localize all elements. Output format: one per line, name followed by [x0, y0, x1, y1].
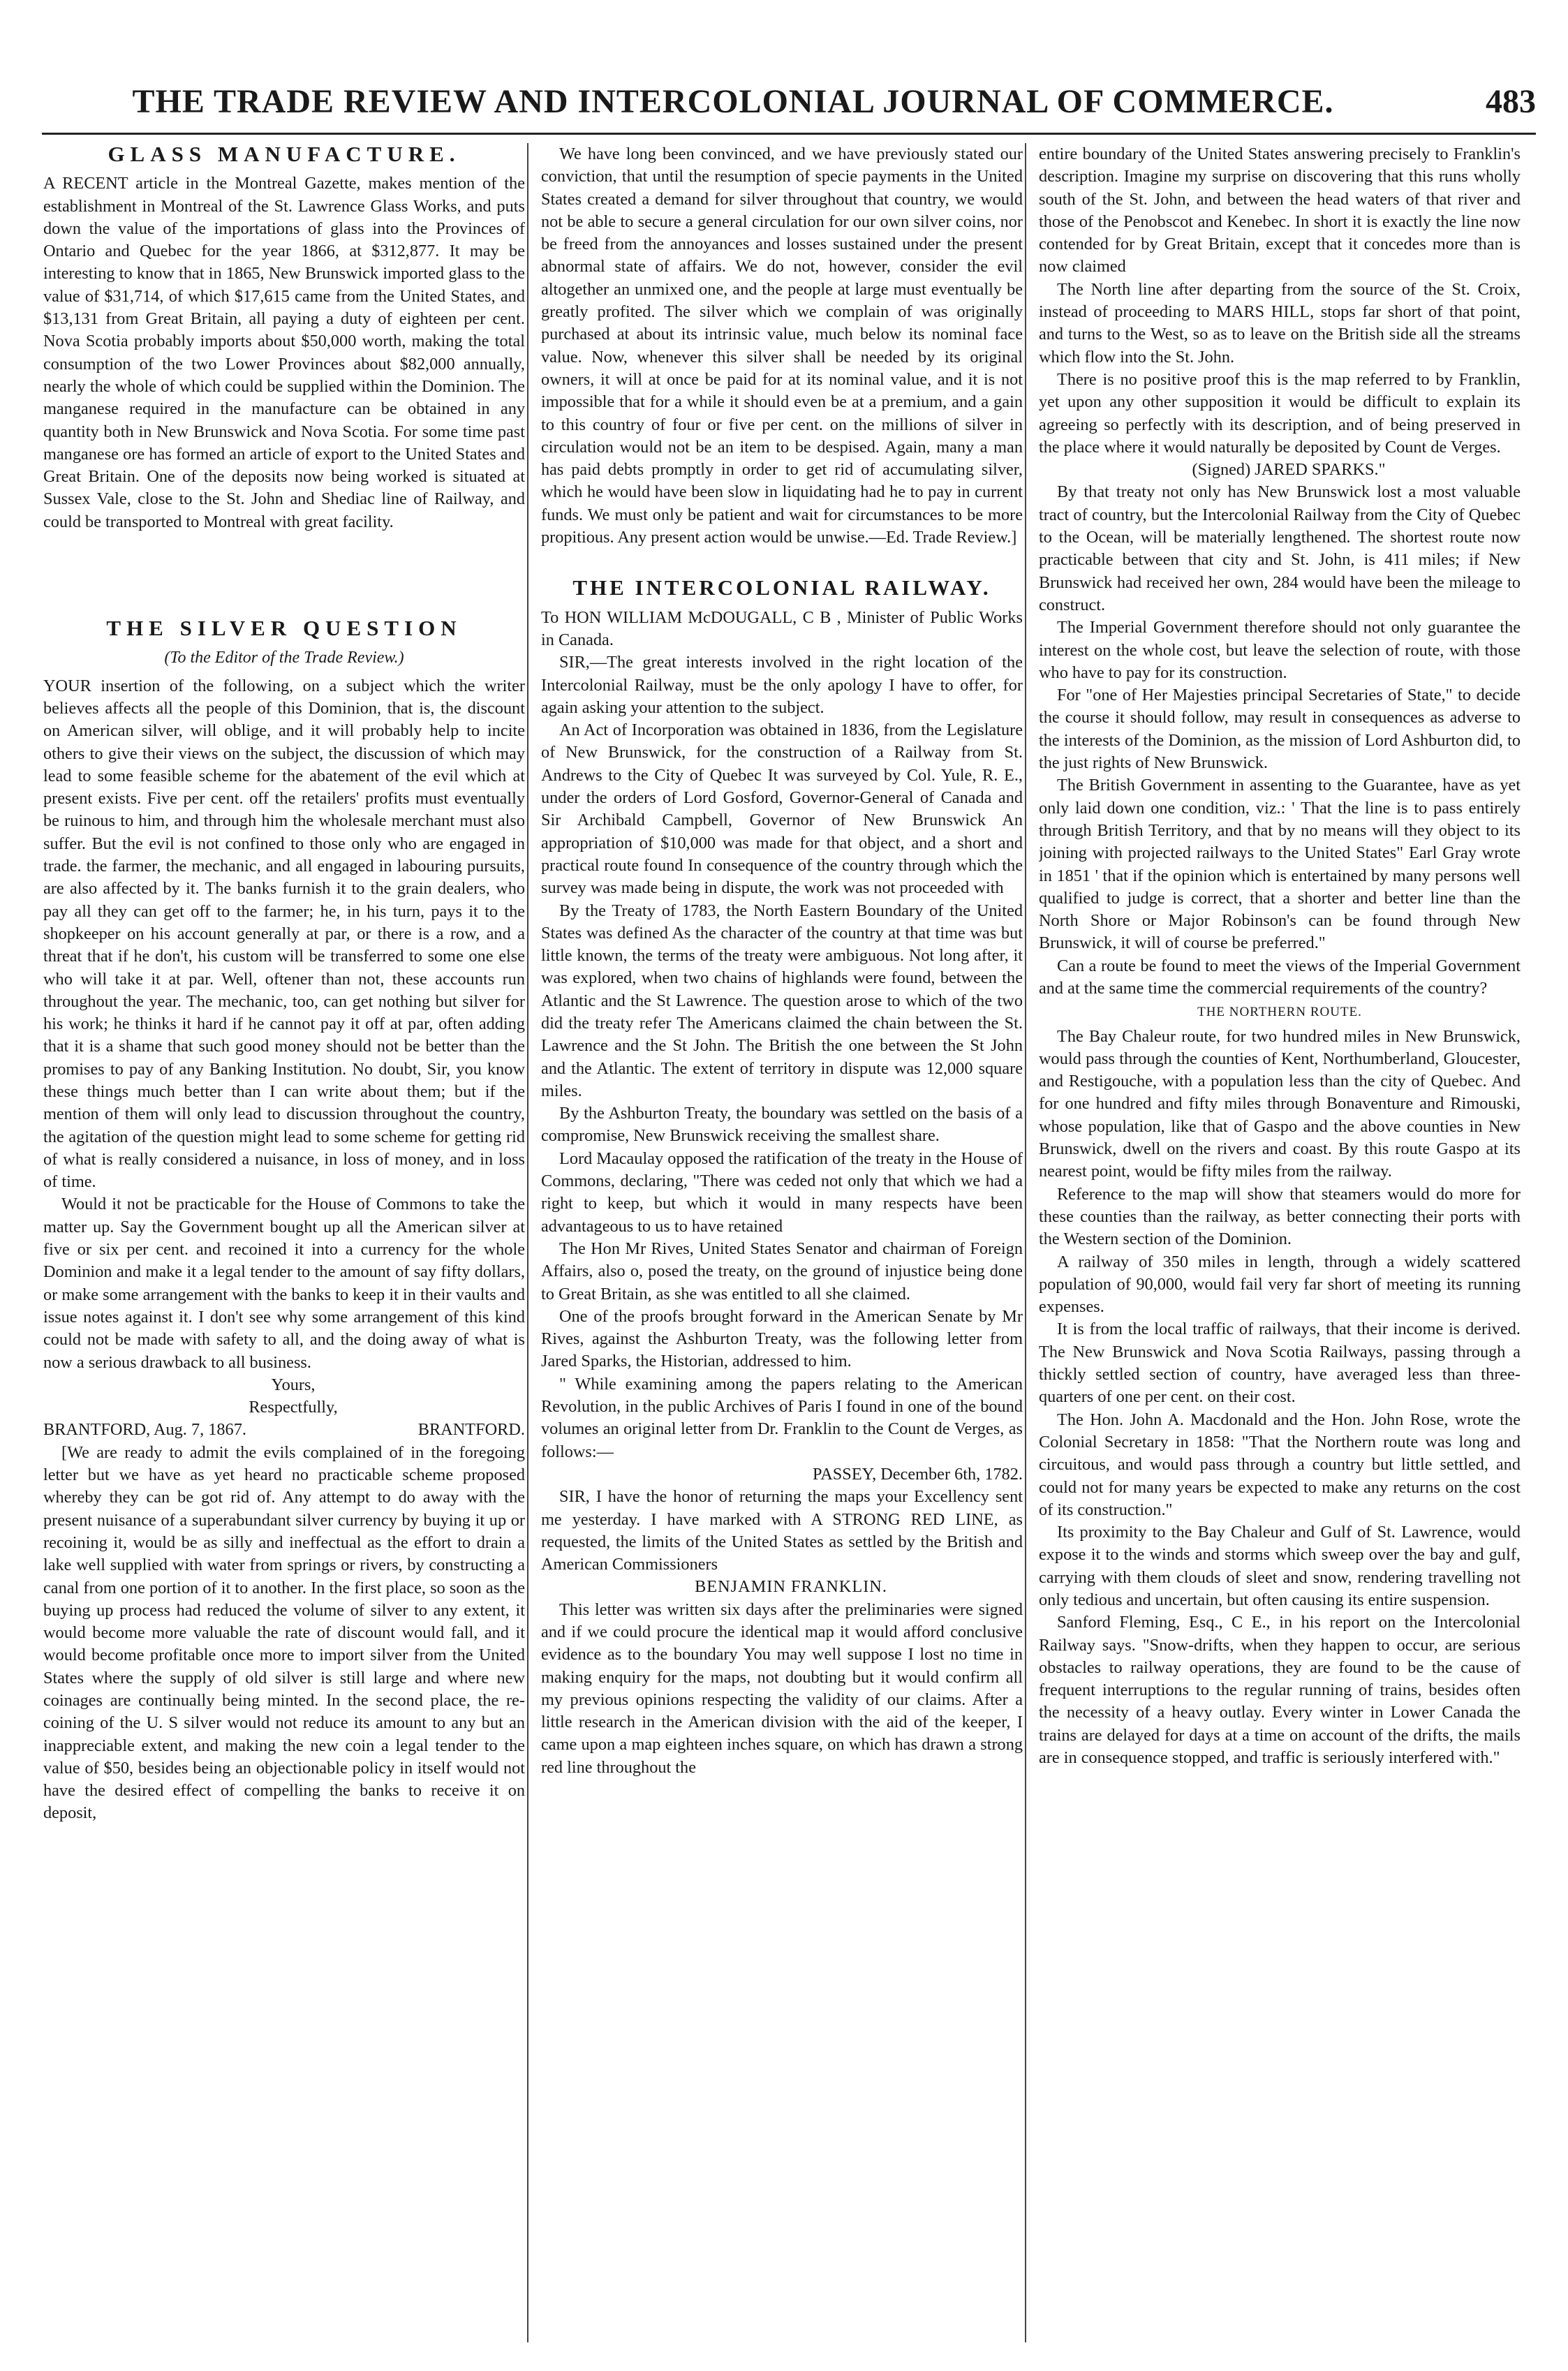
header-rule	[42, 133, 1536, 135]
railway-address: To HON WILLIAM McDOUGALL, C B , Minister of Public Works in Canada.	[541, 607, 1023, 649]
col3-paragraph-8: Can a route be found to meet the views of the Imperial Government and at the same time the commercial requirements of the country?	[1039, 956, 1521, 998]
col3-paragraph-7: The British Government in assenting to the Guarantee, have as yet only laid down one condition, viz.: ' That the line is to pass entirely through British Territory, and that by no means will they object to its joining with projected railways to the United States" Earl Gray wrote in 1851 ' that if the opinion which is entertained by many persons well qualified to judge is correct, that a shorter and better line than the North Shore or Major Robinson's can be found through New Brunswick, it will of course be preferred."	[1039, 776, 1521, 953]
column-rule-2	[1025, 143, 1026, 2342]
col3-paragraph-12: It is from the local traffic of railways, that their income is derived. The New Brunswick and Nova Scotia Railways, passing through a thickly settled section of country, have averaged less than three-quarters of one per cent. on their cost.	[1039, 1320, 1521, 1407]
franklin-signature: BENJAMIN FRANKLIN.	[695, 1577, 887, 1597]
col3-paragraph-9: The Bay Chaleur route, for two hundred miles in New Brunswick, would pass through the counties of Kent, Northumberland, Gloucester, and Restigouche, with a population less than the city of Quebec. And for one hundred and fifty miles through Bonaventure and Rimouski, whose population, like that of Gaspo and the above counties in New Brunswick, dwell on the rivers and coast. By this route Gaspo at its nearest point, would be fifty miles from the railway.	[1039, 1026, 1521, 1181]
col3-paragraph-1: entire boundary of the United States answering precisely to Franklin's description. Imagine my surprise on discovering that this runs wholly south of the St. John, and between the head waters of that river and those of the Penobscot and Kenebec. In short it is exactly the line now contended for by Great Britain, except that it concedes more than is now claimed	[1039, 145, 1521, 276]
railway-paragraph-9: This letter was written six days after the preliminaries were signed and if we could procure the identical map it would afford conclusive evidence as to the boundary You may well suppose I lost no time in making enquiry for the maps, not doubting but it would confirm all my previous opinions respecting the validity of our claims. After a little research in the American division with the aid of the keeper, I came upon a map eighteen inches square, on which has drawn a strong red line throughout the	[541, 1600, 1023, 1777]
railway-paragraph-4: By the Ashburton Treaty, the boundary was settled on the basis of a compromise, New Brunswick receiving the smallest share.	[541, 1104, 1023, 1146]
sparks-signature: (Signed) JARED SPARKS."	[1192, 460, 1386, 480]
running-head	[42, 70, 1536, 126]
silver-paragraph-1: YOUR insertion of the following, on a subject which the writer believes affects all the people of this Dominion, that is, the discount on American silver, will oblige, and it will probably help to incite others to give their views on the subject, the discussion of which may lead to some feasible scheme for the abatement of the evil which at present exists. Five per cent. off the retailers' profits must eventually be ruinous to him, and through him the wholesale merchant must also suffer. But the evil is not confined to those only who are engaged in trade. the farmer, the mechanic, and all engaged in labouring pursuits, are also affected by it. The banks furnish it to the grain dealers, who pay all they can get off to the farmer; he, in his turn, pays it to the shopkeeper on his account generally at par, or there is a row, and a threat that if he don't, his custom will be transferred to some one else who will take it at par. Well, oftener than not, these accounts run throughout the year. The mechanic, too, can get nothing but silver for his work; he thinks it hard if he cannot pay it off at par, often adding that it is a shame that such good money should not be better than the promises to pay of any Banking Institution. No doubt, Sir, you know these things much better than I can write about them; but if the mention of them will only lead to discussion throughout the country, the agitation of the question might lead to some scheme for getting rid of what is really considered a nuisance, in loss of money, and in loss of time.	[43, 676, 525, 1192]
col3-paragraph-11: A railway of 350 miles in length, through a widely scattered population of 90,000, would fail very far short of meeting its running expenses.	[1039, 1252, 1521, 1317]
silver-dateline	[43, 1419, 525, 1441]
silver-signature: BRANTFORD.	[417, 1420, 525, 1440]
column-1	[43, 143, 525, 2349]
page-number: 483	[1486, 83, 1536, 120]
silver-date: BRANTFORD, Aug. 7, 1867.	[43, 1420, 246, 1440]
railway-paragraph-6: The Hon Mr Rives, United States Senator and chairman of Foreign Affairs, also o, posed the treaty, on the ground of injustice being done to Great Britain, as she was entitled to all she claimed.	[541, 1239, 1023, 1303]
col3-paragraph-13: The Hon. John A. Macdonald and the Hon. John Rose, wrote the Colonial Secretary in 1858: "That the Northern route was long and circuitous, and would pass through a country but little settled, and could not for many years be expected to make any returns on the cost of its construction."	[1039, 1410, 1521, 1519]
column-3	[1039, 143, 1521, 2349]
editor-note-continued: We have long been convinced, and we have previously stated our conviction, that until the resumption of specie payments in the United States created a demand for silver throughout that country, we would not be able to secure a general circulation for our own silver coins, nor be freed from the annoyances and losses sustained under the present abnormal state of affairs. We do not, however, consider the evil altogether an unmixed one, and the people at large must eventually be greatly profited. The silver which we complain of was originally purchased at about its intrinsic value, much below its nominal face value. Now, whenever this silver shall be needed by its original owners, it will at once be paid for at its nominal value, and it is not impossible that for a while it should even be at a premium, and a gain to this country of four or five per cent. on the millions of silver in circulation would not be an item to be despised. Again, many a man has paid debts promptly in order to get rid of accumulating silver, which he would have been slow in liquidating had he to pay in current funds. We must only be patient and wait for circumstances to be more propitious. Any present action would be unwise.—Ed. Trade Review.]	[541, 145, 1023, 547]
col3-paragraph-6: For "one of Her Majesties principal Secretaries of State," to decide the course it should follow, may result in consequences as adverse to the interests of the Dominion, as the mission of Lord Ashburton did, to the just rights of New Brunswick.	[1039, 686, 1521, 773]
silver-respectfully: Respectfully,	[249, 1398, 338, 1417]
railway-paragraph-3: By the Treaty of 1783, the North Eastern Boundary of the United States was defined As the character of the country at that time was but little known, the terms of the treaty were ambiguous. Not long after, it was explored, when two chains of highlands were found, between the Atlantic and the St Lawrence. The question arose to which of the two did the treaty refer The Americans claimed the chain between the St. Lawrence and the St John. The British the one between the St John and the Atlantic. The extent of territory in dispute was 12,000 square miles.	[541, 901, 1023, 1100]
railway-paragraph-1: SIR,—The great interests involved in the right location of the Intercolonial Railway, must be the only apology I have to offer, for again asking your attention to the subject.	[541, 653, 1023, 717]
railway-heading: THE INTERCOLONIAL RAILWAY.	[572, 575, 991, 600]
railway-paragraph-8: " While examining among the papers relating to the American Revolution, in the public Archives of Paris I found in one of the bound volumes an original letter from Dr. Franklin to the Count de Verges, as follows:—	[541, 1374, 1023, 1461]
franklin-letter: SIR, I have the honor of returning the maps your Excellency sent me yesterday. I have marked with A STRONG RED LINE, as requested, the limits of the United States as settled by the British and American Commissioners	[541, 1487, 1023, 1574]
col3-paragraph-3: There is no positive proof this is the map referred to by Franklin, yet upon any other supposition it would be difficult to explain its agreeing so perfectly with its description, and of being preserved in the place where it would naturally be deposited by Count de Verges.	[1039, 369, 1521, 457]
col3-paragraph-5: The Imperial Government therefore should not only guarantee the interest on the whole cost, but leave the selection of route, with those who have to pay for its construction.	[1039, 618, 1521, 682]
col3-paragraph-2: The North line after departing from the source of the St. Croix, instead of proceeding to MARS HILL, stops far short of that point, and turns to the West, so as to leave on the British side all the streams which flow into the St. John.	[1039, 279, 1521, 367]
railway-paragraph-5: Lord Macaulay opposed the ratification of the treaty in the House of Commons, declaring, "There was ceded not only that which we had a right to keep, but which it would in many respects have been advantageous to us to have retained	[541, 1148, 1023, 1236]
letter-date: PASSEY, December 6th, 1782.	[812, 1464, 1023, 1484]
railway-paragraph-2: An Act of Incorporation was obtained in 1836, from the Legislature of New Brunswick, for the construction of a Railway from St. Andrews to the City of Quebec It was surveyed by Col. Yule, R. E., under the orders of Lord Gosford, Governor-General of Canada and Sir Archibald Campbell, Governor of New Brunswick An appropriation of $10,000 was made for that object, and a short and practical route found In consequence of the country through which the survey was made being in dispute, the work was not proceeded with	[541, 721, 1023, 898]
glass-paragraph: A RECENT article in the Montreal Gazette, makes mention of the establishment in Montreal of the St. Lawrence Glass Works, and puts down the value of the importations of glass into the Provinces of Ontario and Quebec for the year 1866, at $312,877. It may be interesting to know that in 1865, New Brunswick imported glass to the value of $31,714, of which $17,615 came from the United States, and $13,131 from Great Britain, all paying a duty of eighteen per cent. Nova Scotia probably imports about $50,000 worth, making the total consumption of the two Lower Provinces about $82,000 annually, nearly the whole of which could be supplied within the Dominion. The manganese required in the manufacture can be obtained in any quantity both in New Brunswick and Nova Scotia. For some time past manganese ore has formed an article of export to the United States and Great Britain. One of the deposits now being worked is situated at Sussex Vale, close to the St. John and Shediac line of Railway, and could be transported to Montreal with great facility.	[43, 174, 525, 531]
glass-heading: GLASS MANUFACTURE.	[108, 143, 461, 166]
silver-heading: THE SILVER QUESTION	[106, 616, 462, 641]
silver-yours: Yours,	[271, 1375, 316, 1394]
railway-paragraph-7: One of the proofs brought forward in the American Senate by Mr Rives, against the Ashburton Treaty, was the following letter from Jared Sparks, the Historian, addressed to him.	[541, 1306, 1023, 1371]
silver-editor-note: [We are ready to admit the evils complained of in the foregoing letter but we have as yet heard no practicable scheme proposed whereby they can be got rid of. Any attempt to do away with the present nuisance of a superabundant silver currency by buying it up or recoining it, would be as silly and ineffectual as the effort to drain a lake well supplied with water from springs or rivers, by constructing a canal from one portion of it to another. In the first place, so soon as the buying up process had reduced the volume of silver to any extent, it would become more valuable the rate of discount would fall, and it would become profitable once more to import silver from the United States where the supply of old silver is still large and where new coinages are continually being minted. In the second place, the re-coining of the U. S silver would not reduce its amount to any but an inappreciable extent, and making the new coin a legal tender to the value of $50, besides being an objectionable policy in itself would not have the desired effect of compelling the banks to receive it on deposit,	[43, 1442, 525, 1823]
silver-subhead: (To the Editor of the Trade Review.)	[164, 649, 404, 667]
col3-paragraph-15: Sanford Fleming, Esq., C E., in his report on the Intercolonial Railway says. "Snow-drifts, when they happen to occur, are serious obstacles to railway operations, they are found to be the cause of frequent interruptions to the regular running of trains, besides often the necessity of a heavy outlay. Every winter in Lower Canada the trains are delayed for days at a time on account of the drifts, the mails are in consequence stopped, and traffic is seriously interfered with."	[1039, 1613, 1521, 1768]
northern-route-heading: THE NORTHERN ROUTE.	[1197, 1005, 1362, 1020]
silver-paragraph-2: Would it not be practicable for the House of Commons to take the matter up. Say the Government bought up all the American silver at five or six per cent. and recoined it into a currency for the whole Dominion and make it a legal tender to the amount of say fifty dollars, or make some arrangement with the banks to keep it in their vaults and issue notes against it. I don't see why some arrangement of this kind could not be made with safety to all, and the doing away of what is now a serious drawback to all business.	[43, 1195, 525, 1372]
col3-paragraph-10: Reference to the map will show that steamers would do more for these counties than the railway, as better connecting their ports with the Western section of the Dominion.	[1039, 1184, 1521, 1249]
column-2	[541, 143, 1023, 2349]
col3-paragraph-4: By that treaty not only has New Brunswick lost a most valuable tract of country, but the Intercolonial Railway from the City of Quebec to the Ocean, will be materially lengthened. The shortest route now practicable between that city and St. John, is 411 miles; if New Brunswick had received her own, 284 would have been the mileage to construct.	[1039, 482, 1521, 614]
section-gap	[541, 549, 1023, 577]
section-gap	[43, 533, 525, 617]
column-rule-1	[527, 143, 528, 2342]
col3-paragraph-14: Its proximity to the Bay Chaleur and Gulf of St. Lawrence, would expose it to the winds and storms which sweep over the bay and gulf, carrying with them clouds of sleet and snow, rendering travelling not only tedious and uncertain, but often causing its entire suspension.	[1039, 1523, 1521, 1609]
journal-title: THE TRADE REVIEW AND INTERCOLONIAL JOURNAL OF COMMERCE.	[132, 83, 1334, 120]
